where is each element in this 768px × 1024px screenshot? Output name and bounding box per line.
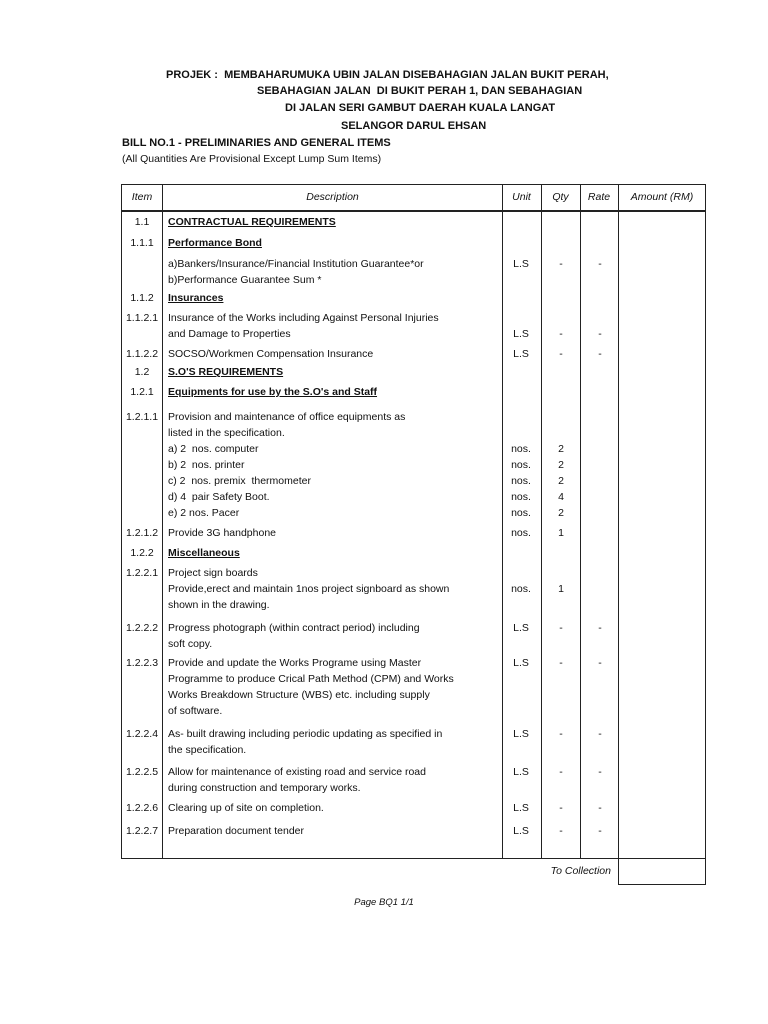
row-14-rate: -: [598, 728, 602, 740]
row-1-item: 1.1.1: [130, 237, 154, 249]
row-14-desc: As- built drawing including periodic updating as specified in the specification.: [168, 728, 443, 756]
row-7-item: 1.2.1: [130, 386, 154, 398]
row-11-item: 1.2.2.1: [125, 567, 159, 579]
collection-amount-box: [618, 859, 706, 885]
page-footer: Page BQ1 1/1: [354, 897, 414, 908]
row-5-qty: -: [559, 348, 563, 360]
row-2-unit: L.S: [513, 258, 529, 270]
project-title-line3: DI JALAN SERI GAMBUT DAERAH KUALA LANGAT: [285, 102, 556, 114]
row-9-item: 1.2.1.2: [125, 527, 159, 539]
row-6-item: 1.2: [134, 366, 150, 378]
row-7-desc: Equipments for use by the S.O's and Staff: [168, 386, 378, 398]
row-0-item: 1.1: [134, 216, 150, 228]
row-8-desc: Provision and maintenance of office equipments as listed in the specification. a) 2 nos. computer b) 2 nos. printer c) 2 nos. premix thermometer d) 4 pair Safety Boot. e) 2 nos. Pacer: [168, 411, 406, 519]
row-15-unit: L.S: [513, 766, 529, 778]
row-15-item: 1.2.2.5: [125, 766, 159, 778]
row-15-qty: -: [559, 766, 563, 778]
row-4-item: 1.1.2.1: [125, 312, 159, 324]
divider-qty: [580, 184, 581, 859]
row-5-unit: L.S: [513, 348, 529, 360]
row-11-unit: nos.: [511, 583, 531, 595]
row-11-qty: 1: [558, 583, 564, 595]
col-header-amount: Amount (RM): [630, 191, 694, 203]
row-14-unit: L.S: [513, 728, 529, 740]
project-title-line2: SEBAHAGIAN JALAN DI BUKIT PERAH 1, DAN SEBAHAGIAN: [257, 85, 583, 97]
row-15-desc: Allow for maintenance of existing road and service road during construction and temporary works.: [168, 766, 426, 794]
row-4-qty: -: [559, 328, 563, 340]
row-13-item: 1.2.2.3: [125, 657, 159, 669]
divider-rate: [618, 184, 619, 859]
row-4-rate: -: [598, 328, 602, 340]
row-15-rate: -: [598, 766, 602, 778]
row-6-desc: S.O'S REQUIREMENTS: [168, 366, 284, 378]
row-16-qty: -: [559, 802, 563, 814]
row-17-rate: -: [598, 825, 602, 837]
col-header-item: Item: [131, 191, 153, 203]
col-header-qty: Qty: [552, 191, 569, 203]
row-10-desc: Miscellaneous: [168, 547, 240, 559]
row-13-unit: L.S: [513, 657, 529, 669]
row-11-desc: Project sign boards Provide,erect and maintain 1nos project signboard as shown shown in the drawing.: [168, 567, 450, 611]
row-5-desc: SOCSO/Workmen Compensation Insurance: [168, 348, 374, 360]
row-13-rate: -: [598, 657, 602, 669]
row-8-qty: 2 2 2 4 2: [558, 443, 564, 519]
row-9-qty: 1: [558, 527, 564, 539]
row-12-item: 1.2.2.2: [125, 622, 159, 634]
row-12-qty: -: [559, 622, 563, 634]
divider-description: [502, 184, 503, 859]
divider-unit: [541, 184, 542, 859]
row-0-desc: CONTRACTUAL REQUIREMENTS: [168, 216, 336, 228]
row-12-rate: -: [598, 622, 602, 634]
divider-item: [162, 184, 163, 859]
col-header-description: Description: [306, 191, 359, 203]
row-9-desc: Provide 3G handphone: [168, 527, 276, 539]
row-13-qty: -: [559, 657, 563, 669]
row-2-desc: a)Bankers/Insurance/Financial Institution Guarantee*or b)Performance Guarantee Sum *: [168, 258, 424, 286]
row-4-unit: L.S: [513, 328, 529, 340]
row-17-unit: L.S: [513, 825, 529, 837]
row-12-desc: Progress photograph (within contract period) including soft copy.: [168, 622, 420, 650]
row-9-unit: nos.: [511, 527, 531, 539]
row-4-desc: Insurance of the Works including Against Personal Injuries and Damage to Properties: [168, 312, 439, 340]
row-10-item: 1.2.2: [130, 547, 154, 559]
collection-label: To Collection: [550, 865, 611, 877]
row-16-rate: -: [598, 802, 602, 814]
project-title-line1: PROJEK : MEMBAHARUMUKA UBIN JALAN DISEBAHAGIAN JALAN BUKIT PERAH,: [166, 69, 609, 81]
row-17-desc: Preparation document tender: [168, 825, 305, 837]
row-14-qty: -: [559, 728, 563, 740]
row-2-rate: -: [598, 258, 602, 270]
row-3-desc: Insurances: [168, 292, 224, 304]
project-title-line4: SELANGOR DARUL EHSAN: [341, 120, 487, 132]
row-16-item: 1.2.2.6: [125, 802, 159, 814]
row-8-item: 1.2.1.1: [125, 411, 159, 423]
row-12-unit: L.S: [513, 622, 529, 634]
row-5-rate: -: [598, 348, 602, 360]
row-13-desc: Provide and update the Works Programe using Master Programme to produce Crical Path Method (CPM) and Works Works Breakdown Structure (WBS) etc. including supply of software.: [168, 657, 454, 717]
row-17-qty: -: [559, 825, 563, 837]
row-1-desc: Performance Bond: [168, 237, 262, 249]
col-header-rate: Rate: [587, 191, 611, 203]
col-header-unit: Unit: [512, 191, 531, 203]
row-3-item: 1.1.2: [130, 292, 154, 304]
row-16-desc: Clearing up of site on completion.: [168, 802, 324, 814]
row-16-unit: L.S: [513, 802, 529, 814]
row-5-item: 1.1.2.2: [125, 348, 159, 360]
bill-title: BILL NO.1 - PRELIMINARIES AND GENERAL ITEMS: [122, 137, 391, 149]
row-17-item: 1.2.2.7: [125, 825, 159, 837]
row-8-unit: nos. nos. nos. nos. nos.: [511, 443, 531, 519]
row-2-qty: -: [559, 258, 563, 270]
bill-note: (All Quantities Are Provisional Except Lump Sum Items): [122, 153, 382, 165]
row-14-item: 1.2.2.4: [125, 728, 159, 740]
